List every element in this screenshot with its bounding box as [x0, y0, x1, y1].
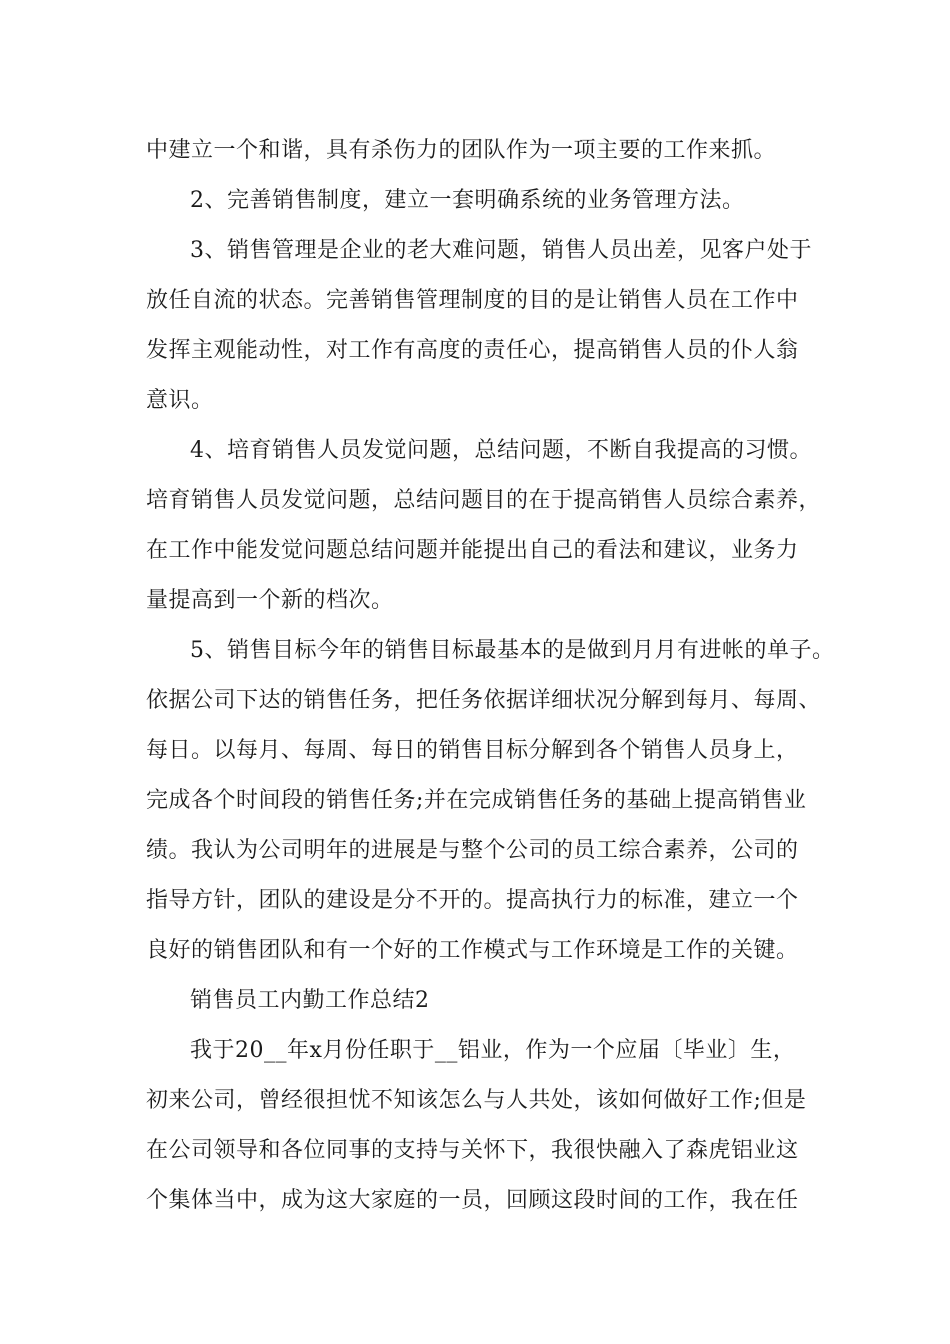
text-line: 意识。	[146, 388, 214, 413]
text-line: 完成各个时间段的销售任务;并在完成销售任务的基础上提高销售业	[146, 788, 807, 813]
text-line: 在工作中能发觉问题总结问题并能提出自己的看法和建议，业务力	[146, 538, 799, 563]
paragraph-item-4: 4、培育销售人员发觉问题，总结问题，不断自我提高的习惯。	[190, 438, 812, 463]
text-line: 每日。以每月、每周、每日的销售目标分解到各个销售人员身上，	[146, 738, 799, 763]
paragraph-item-3: 3、销售管理是企业的老大难问题，销售人员出差，见客户处于	[190, 238, 812, 263]
text-line: 指导方针，团队的建设是分不开的。提高执行力的标准，建立一个	[146, 888, 799, 913]
paragraph-item-5: 5、销售目标今年的销售目标最基本的是做到月月有进帐的单子。	[190, 638, 835, 663]
text-line: 发挥主观能动性，对工作有高度的责任心，提高销售人员的仆人翁	[146, 338, 799, 363]
text-line: 良好的销售团队和有一个好的工作模式与工作环境是工作的关键。	[146, 938, 799, 963]
text-line: 中建立一个和谐，具有杀伤力的团队作为一项主要的工作来抓。	[146, 138, 777, 163]
text-line: 依据公司下达的销售任务，把任务依据详细状况分解到每月、每周、	[146, 688, 822, 713]
section-heading: 销售员工内勤工作总结2	[190, 988, 430, 1013]
paragraph-item-2: 2、完善销售制度，建立一套明确系统的业务管理方法。	[190, 188, 745, 213]
text-line: 绩。我认为公司明年的进展是与整个公司的员工综合素养，公司的	[146, 838, 799, 863]
text-line: 在公司领导和各位同事的支持与关怀下，我很快融入了森虎铝业这	[146, 1138, 799, 1163]
text-line: 培育销售人员发觉问题，总结问题目的在于提高销售人员综合素养，	[146, 488, 822, 513]
text-line: 初来公司，曾经很担忧不知该怎么与人共处，该如何做好工作;但是	[146, 1088, 807, 1113]
text-line: 个集体当中，成为这大家庭的一员，回顾这段时间的工作，我在任	[146, 1188, 799, 1213]
paragraph-start: 我于20__年x月份任职于__铝业，作为一个应届〔毕业〕生，	[190, 1038, 796, 1063]
text-line: 放任自流的状态。完善销售管理制度的目的是让销售人员在工作中	[146, 288, 799, 313]
text-line: 量提高到一个新的档次。	[146, 588, 394, 613]
